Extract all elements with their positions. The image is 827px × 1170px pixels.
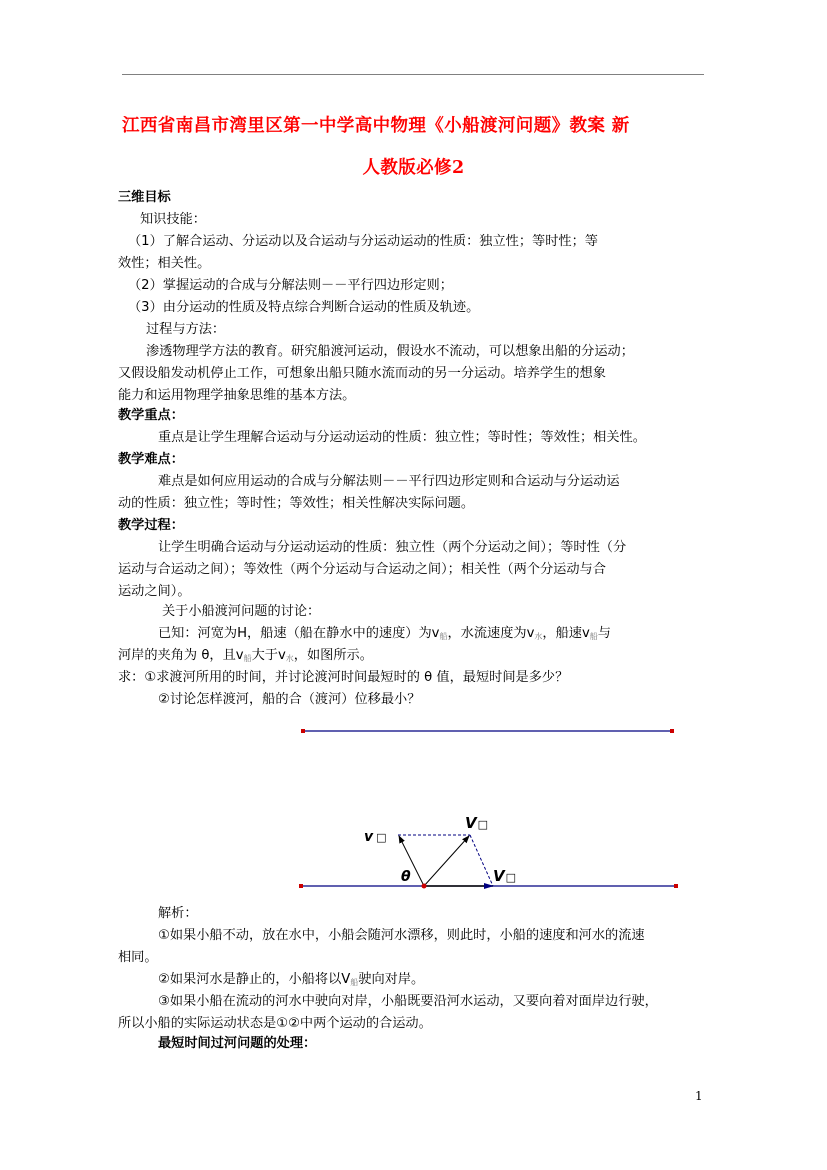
paragraph: 所以小船的实际运动状态是①②中两个运动的合运动。 — [118, 1016, 432, 1031]
paragraph — [158, 970, 424, 993]
text: 驶向对岸。 — [358, 972, 425, 987]
paragraph: 相同。 — [118, 950, 158, 965]
text: ②如果河水是静止的，小船将以V — [158, 972, 351, 987]
paragraph: 能力和运用物理学抽象思维的基本方法。 — [118, 388, 356, 403]
document-title-line2: 人教版必修2 — [362, 158, 465, 178]
paragraph: 重点是让学生理解合运动与分运动运动的性质：独立性；等时性；等效性；相关性。 — [158, 430, 646, 445]
section-heading-key-points: 教学重点： — [118, 408, 184, 423]
paragraph: （1）了解合运动、分运动以及合运动与分运动运动的性质：独立性；等时性；等 — [128, 234, 598, 249]
origin-point — [422, 884, 427, 889]
bank-endpoint — [670, 729, 674, 733]
paragraph: 让学生明确合运动与分运动运动的性质：独立性（两个分运动之间）；等时性（分 — [158, 540, 627, 555]
text: 已知：河宽为H，船速（船在静水中的速度）为v — [158, 626, 440, 641]
bank-endpoint — [301, 729, 305, 733]
label-v-resultant: V□ — [465, 814, 489, 832]
text: ，水流速度为v — [447, 626, 535, 641]
section-heading-shortest-time: 最短时间过河问题的处理： — [158, 1036, 317, 1051]
label-v-boat: v □ — [364, 829, 387, 845]
paragraph: 动的性质：独立性；等时性；等效性；相关性解决实际问题。 — [118, 496, 475, 511]
section-heading-process: 教学过程： — [118, 518, 184, 533]
paragraph: 渗透物理学方法的教育。研究船渡河运动，假设水不流动，可以想象出船的分运动； — [146, 344, 634, 359]
text: 与 — [597, 626, 611, 641]
paragraph: （3）由分运动的性质及特点综合判断合运动的性质及轨迹。 — [128, 300, 480, 315]
question-2: ②讨论怎样渡河，船的合（渡河）位移最小？ — [158, 692, 421, 707]
label-v-water: V□ — [493, 867, 517, 885]
parallelogram-dashed-side — [470, 835, 493, 886]
subscript: 船 — [439, 632, 448, 641]
subscript: 船 — [243, 654, 252, 663]
text: 大于v — [251, 648, 286, 663]
document-title-line1: 江西省南昌市湾里区第一中学高中物理《小船渡河问题》教案 新 — [122, 116, 630, 136]
text: 河岸的夹角为 θ，且v — [118, 648, 244, 663]
paragraph: 运动与合运动之间）；等效性（两个分运动与合运动之间）；相关性（两个分运动与合 — [118, 562, 606, 577]
subscript: 船 — [350, 978, 359, 987]
section-heading-difficulties: 教学难点： — [118, 452, 184, 467]
paragraph: 效性；相关性。 — [118, 256, 211, 271]
paragraph: 关于小船渡河问题的讨论： — [162, 604, 321, 619]
subscript: 水 — [534, 632, 543, 641]
bank-endpoint — [299, 884, 303, 888]
page-number: 1 — [695, 1089, 703, 1103]
text: ，如图所示。 — [293, 648, 373, 663]
bank-endpoint — [674, 884, 678, 888]
label-theta: θ — [401, 869, 411, 885]
paragraph: （2）掌握运动的合成与分解法则－－平行四边形定则； — [128, 278, 453, 293]
paragraph: 难点是如何应用运动的合成与分解法则－－平行四边形定则和合运动与分运动运 — [158, 474, 620, 489]
paragraph: 知识技能： — [140, 212, 206, 227]
paragraph: ③如果小船在流动的河水中驶向对岸，小船既要沿河水运动，又要向着对面岸边行驶， — [158, 994, 658, 1009]
subscript: 船 — [589, 632, 598, 641]
paragraph: 又假设船发动机停止工作，可想象出船只随水流而动的另一分运动。培养学生的想象 — [118, 366, 606, 381]
paragraph: ①如果小船不动，放在水中，小船会随河水漂移，则此时，小船的速度和河水的流速 — [158, 928, 645, 943]
question-1: 求：①求渡河所用的时间，并讨论渡河时间最短时的 θ 值，最短时间是多少？ — [118, 670, 569, 685]
analysis-heading: 解析： — [158, 906, 198, 921]
subscript: 水 — [285, 654, 294, 663]
section-heading-objectives: 三维目标 — [118, 190, 171, 205]
paragraph: 过程与方法： — [146, 322, 226, 337]
paragraph: 运动之间）。 — [118, 584, 191, 599]
text: ，船速v — [542, 626, 590, 641]
resultant-velocity-arrow — [424, 836, 469, 886]
